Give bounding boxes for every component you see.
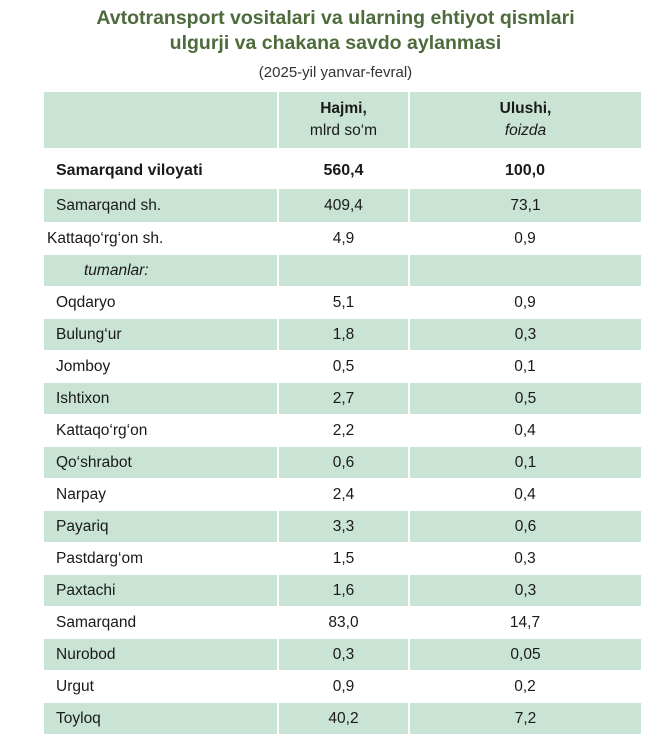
row-volume: 5,1	[278, 287, 409, 319]
share-title: Ulushi,	[499, 100, 552, 117]
row-name: Samarqand sh.	[44, 189, 278, 223]
row-name: Oqdaryo	[44, 287, 278, 319]
row-name: Paxtachi	[44, 575, 278, 607]
row-volume: 4,9	[278, 223, 409, 255]
row-volume: 1,8	[278, 319, 409, 351]
row-name: Kattaqo‘rg‘on	[44, 415, 278, 447]
row-volume: 409,4	[278, 189, 409, 223]
row-share: 0,6	[409, 511, 641, 543]
row-share: 0,2	[409, 671, 641, 703]
header-region	[44, 92, 278, 148]
header-row	[44, 92, 641, 148]
row-name: Pastdarg‘om	[44, 543, 278, 575]
table-row	[44, 639, 641, 671]
title-line-2: ulgurji va chakana savdo aylanmasi	[169, 32, 502, 54]
total-name: Samarqand viloyati	[56, 162, 203, 179]
row-share	[409, 255, 641, 287]
table-row	[44, 415, 641, 447]
row-share: 0,3	[409, 575, 641, 607]
row-volume: 83,0	[278, 607, 409, 639]
row-volume: 2,2	[278, 415, 409, 447]
row-share: 0,05	[409, 639, 641, 671]
table-row	[44, 351, 641, 383]
row-volume: 0,9	[278, 671, 409, 703]
table-row	[44, 255, 641, 287]
row-volume: 1,5	[278, 543, 409, 575]
row-name: Toyloq	[44, 703, 278, 735]
table-row	[44, 223, 641, 255]
table-row	[44, 607, 641, 639]
table-row	[44, 511, 641, 543]
row-name: Narpay	[44, 479, 278, 511]
row-name: Qo‘shrabot	[44, 447, 278, 479]
share-unit: foizda	[504, 122, 547, 139]
row-volume	[278, 255, 409, 287]
row-volume: 3,3	[278, 511, 409, 543]
row-share: 0,9	[409, 223, 641, 255]
row-name: Urgut	[44, 671, 278, 703]
table-row	[44, 575, 641, 607]
table-row	[44, 287, 641, 319]
table-title	[0, 6, 671, 56]
row-name: tumanlar:	[44, 255, 278, 287]
row-share: 0,5	[409, 383, 641, 415]
row-share: 0,3	[409, 319, 641, 351]
row-share: 0,3	[409, 543, 641, 575]
total-row	[44, 153, 641, 189]
row-share: 14,7	[409, 607, 641, 639]
row-share: 7,2	[409, 703, 641, 735]
period-subtitle: (2025-yil yanvar-fevral)	[258, 64, 413, 81]
row-name: Kattaqo‘rg‘on sh.	[44, 223, 278, 255]
row-share: 73,1	[409, 189, 641, 223]
header-share	[409, 92, 641, 148]
table-row	[44, 703, 641, 735]
header-volume	[278, 92, 409, 148]
row-volume: 0,5	[278, 351, 409, 383]
table-row	[44, 189, 641, 223]
row-volume: 0,6	[278, 447, 409, 479]
row-name: Bulung‘ur	[44, 319, 278, 351]
title-line-1: Avtotransport vositalari va ularning ehtiyot qismlari	[96, 7, 575, 29]
row-share: 0,4	[409, 415, 641, 447]
volume-unit: mlrd so‘m	[309, 122, 378, 139]
total-volume: 560,4	[323, 162, 364, 179]
table-row	[44, 479, 641, 511]
total-share: 100,0	[504, 162, 546, 179]
row-share: 0,9	[409, 287, 641, 319]
row-name: Payariq	[44, 511, 278, 543]
table-row	[44, 319, 641, 351]
row-volume: 2,7	[278, 383, 409, 415]
row-name: Nurobod	[44, 639, 278, 671]
row-name: Samarqand	[44, 607, 278, 639]
row-volume: 2,4	[278, 479, 409, 511]
volume-title: Hajmi,	[320, 100, 367, 117]
table-row	[44, 671, 641, 703]
row-share: 0,1	[409, 351, 641, 383]
table-row	[44, 447, 641, 479]
row-volume: 1,6	[278, 575, 409, 607]
row-name: Ishtixon	[44, 383, 278, 415]
trade-table	[44, 92, 641, 735]
table-row	[44, 383, 641, 415]
row-name: Jomboy	[44, 351, 278, 383]
row-volume: 40,2	[278, 703, 409, 735]
table-row	[44, 543, 641, 575]
row-volume: 0,3	[278, 639, 409, 671]
row-share: 0,4	[409, 479, 641, 511]
row-share: 0,1	[409, 447, 641, 479]
